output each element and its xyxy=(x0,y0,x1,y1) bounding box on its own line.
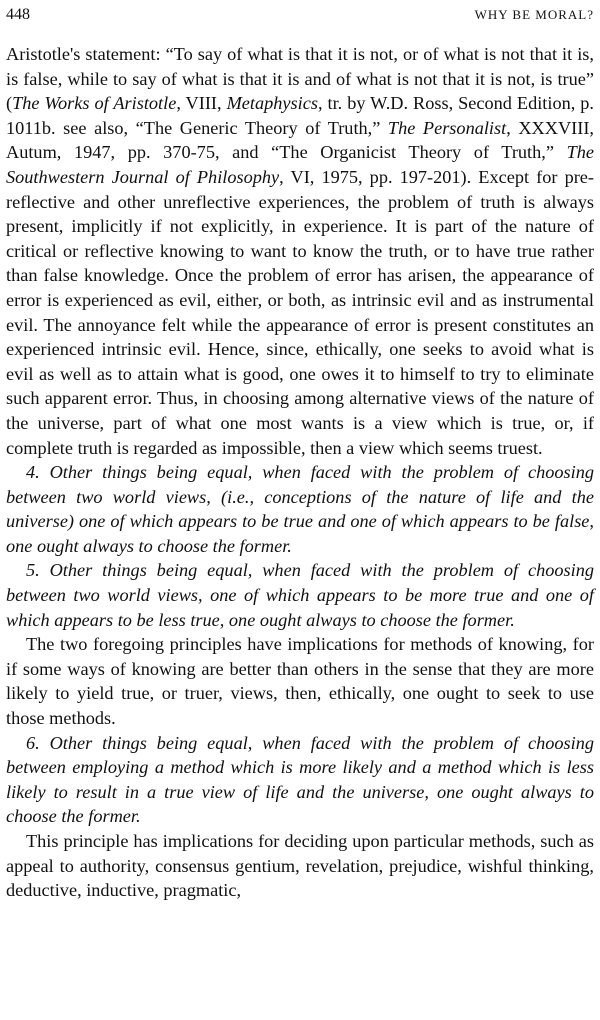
body-text xyxy=(6,42,594,903)
paragraph-aristotle-note xyxy=(6,42,594,460)
journal-title: The Southwestern Journal of Philosophy xyxy=(6,142,594,187)
journal-title: The Personalist xyxy=(387,117,507,138)
principle-4 xyxy=(6,460,594,558)
running-title: WHY BE MORAL? xyxy=(474,7,594,22)
running-head xyxy=(6,6,594,32)
paragraph-implications: This principle has implications for deciding upon particular methods, such as appeal to authority, consensus gentium, revelation, prejudice, wishful thinking, deductive, inductive, pragmatic, xyxy=(6,831,594,901)
paragraph-methods: The two foregoing principles have implications for methods of knowing, for if some ways of knowing are better than others in the sense that they are more likely to yield true, or truer, views, then, ethically, one ought to seek to use those methods. xyxy=(6,634,594,729)
principle-text: 4. Other things being equal, when faced with the problem of choosing between two world views, (i.e., conceptions of the nature of life and the universe) one of which appears to be true and one of which appears to be false, one ought always to choose the former. xyxy=(6,462,594,556)
book-title: The Works of Aristotle xyxy=(12,93,177,114)
principle-text: 5. Other things being equal, when faced with the problem of choosing between two world views, one of which appears to be more true and one of which appears to be less true, one ought always to choose the former. xyxy=(6,560,594,630)
principle-6 xyxy=(6,731,594,829)
text-run: , VI, 1975, pp. 197-201). Except for pre-reflective and other unreflective experiences, the problem of truth is always present, implicitly if not explicitly, in experience. It is part of the nature of critical or reflective knowing to want to know the truth, or to have true rather than false knowledge. Once the problem of error has arisen, the appearance of error is experienced as evil, either, or both, as intrinsic evil and as instrumental evil. The annoyance felt while the appearance of error is present constitutes an experienced intrinsic evil. Hence, since, ethically, one seeks to avoid what is evil as well as to attain what is good, one owes it to himself to try to eliminate such apparent error. Thus, in choosing among alternative views of the nature of the universe, part of what one most wants is a view which is true, or, if complete truth is regarded as impossible, then a view which seems truest. xyxy=(6,166,594,458)
text-run: , XXXVIII, Autum, 1947, pp. 370-75, and “The Organicist Theory of Truth,” xyxy=(6,117,594,163)
page-number: 448 xyxy=(6,6,30,23)
book-title: Metaphysics xyxy=(226,93,318,114)
text-run: , VIII, xyxy=(176,93,227,114)
principle-text: 6. Other things being equal, when faced with the problem of choosing between employing a method which is more likely and a method which is less likely to result in a true view of life and the universe, one ought always to choose the former. xyxy=(6,732,594,827)
principle-5 xyxy=(6,558,594,632)
text-run: , tr. by W.D. Ross, Second Edition, p. 1011b. see also, “The Generic Theory of Truth,” xyxy=(6,93,594,138)
text-run: Aristotle's statement: “To say of what is that it is not, or of what is not that it is, is false, while to say of what is that it is and of what is not that it is not, is true” ( xyxy=(6,44,594,114)
